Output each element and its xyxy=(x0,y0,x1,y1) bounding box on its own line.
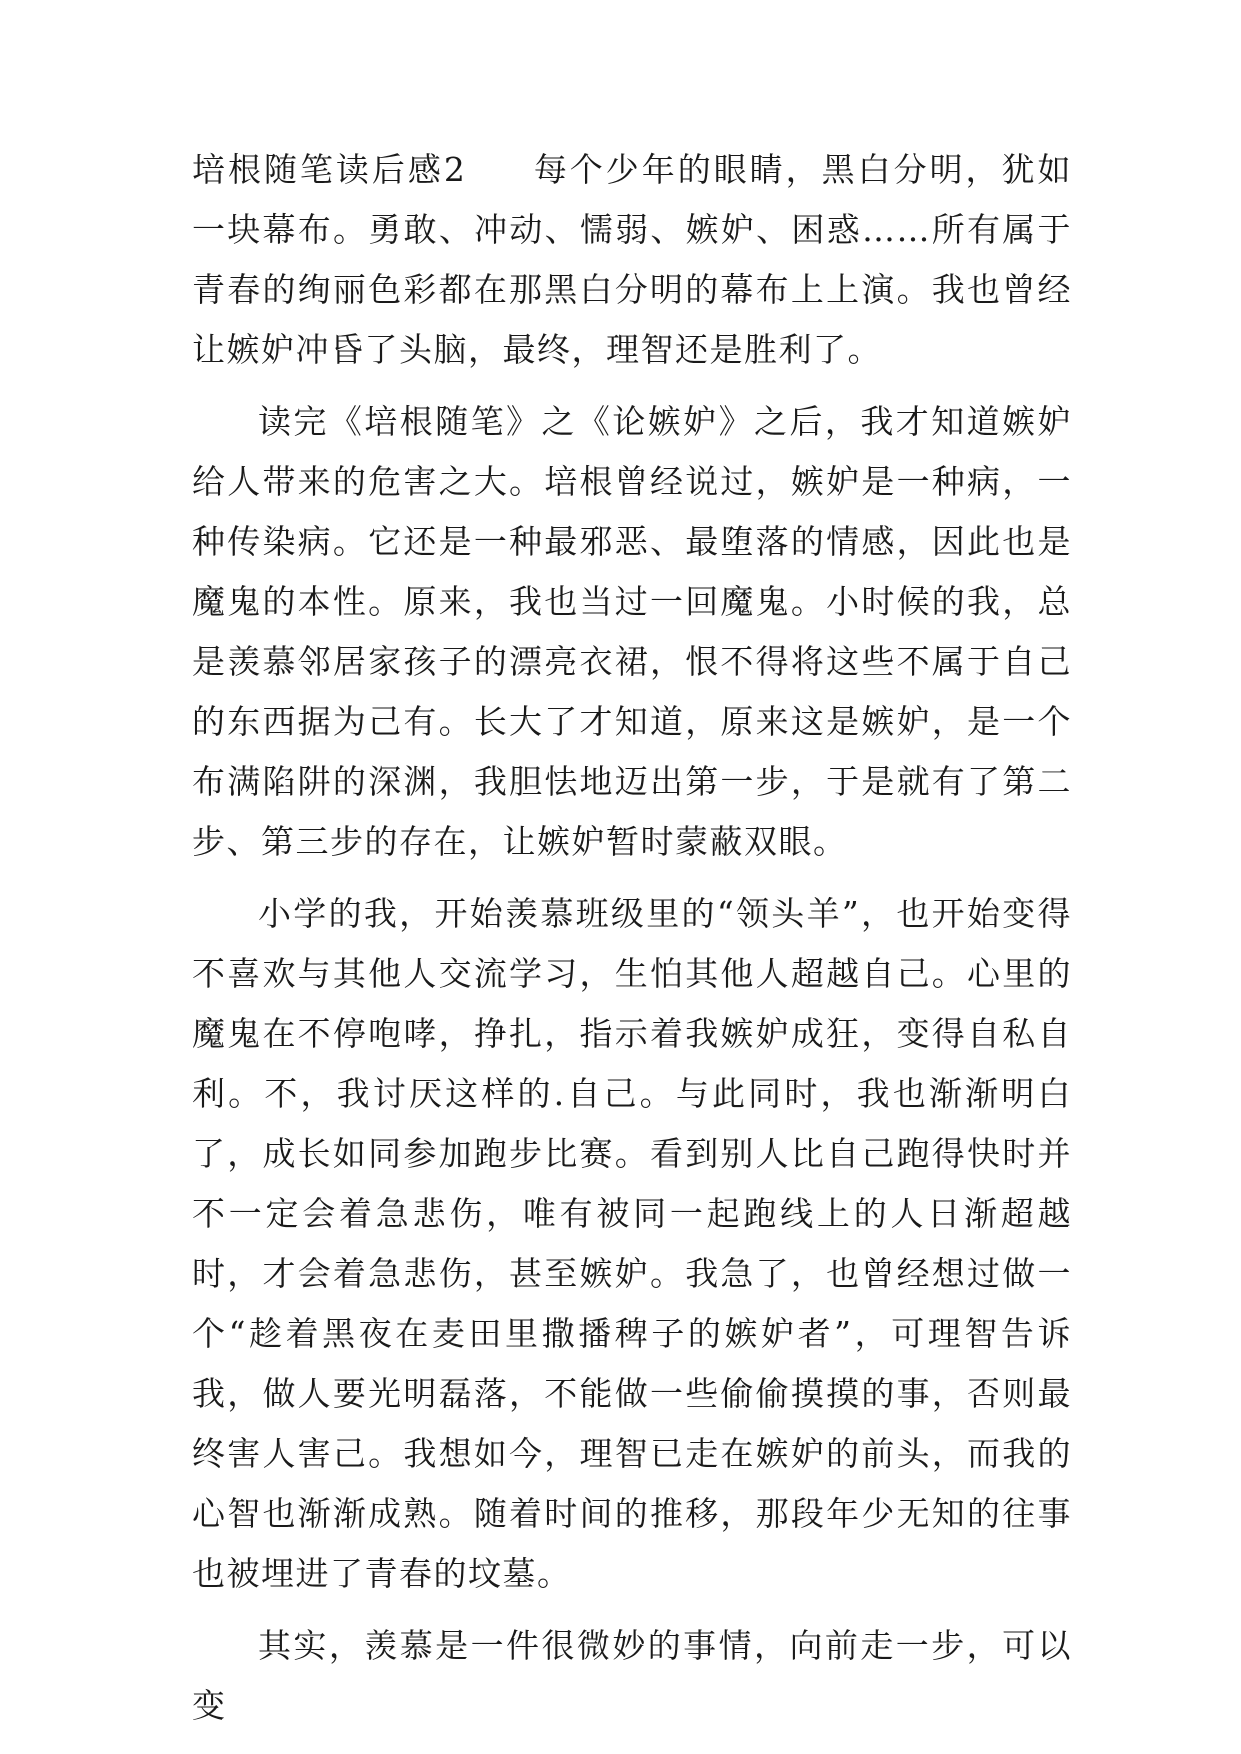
paragraph-1-text: 每个少年的眼睛，黑白分明，犹如一块幕布。勇敢、冲动、懦弱、嫉妒、困惑……所有属于青春的绚丽色彩都在那黑白分明的幕布上上演。我也曾经让嫉妒冲昏了头脑，最终，理智还是胜利了。 xyxy=(192,150,1073,369)
paragraph-3: 小学的我，开始羡慕班级里的“领头羊”，也开始变得不喜欢与其他人交流学习，生怕其他人超越自己。心里的魔鬼在不停咆哮，挣扎，指示着我嫉妒成狂，变得自私自利。不，我讨厌这样的.自己。与此同时，我也渐渐明白了，成长如同参加跑步比赛。看到别人比自己跑得快时并不一定会着急悲伤，唯有被同一起跑线上的人日渐超越时，才会着急悲伤，甚至嫉妒。我急了，也曾经想过做一个“趁着黑夜在麦田里撒播稗子的嫉妒者”，可理智告诉我，做人要光明磊落，不能做一些偷偷摸摸的事，否则最终害人害己。我想如今，理智已走在嫉妒的前头，而我的心智也渐渐成熟。随着时间的推移，那段年少无知的往事也被埋进了青春的坟墓。 xyxy=(192,894,1072,1593)
paragraph-4: 其实，羡慕是一件很微妙的事情，向前走一步，可以变 xyxy=(192,1626,1072,1725)
paragraph-2: 读完《培根随笔》之《论嫉妒》之后，我才知道嫉妒给人带来的危害之大。培根曾经说过，嫉妒是一种病，一种传染病。它还是一种最邪恶、最堕落的情感，因此也是魔鬼的本性。原来，我也当过一回魔鬼。小时候的我，总是羡慕邻居家孩子的漂亮衣裙，恨不得将这些不属于自己的东西据为己有。长大了才知道，原来这是嫉妒，是一个布满陷阱的深渊，我胆怯地迈出第一步，于是就有了第二步、第三步的存在，让嫉妒暂时蒙蔽双眼。 xyxy=(192,402,1072,861)
paragraph-1 xyxy=(192,140,1072,380)
document-title: 培根随笔读后感2 xyxy=(192,150,467,189)
document-body xyxy=(192,140,1072,1748)
